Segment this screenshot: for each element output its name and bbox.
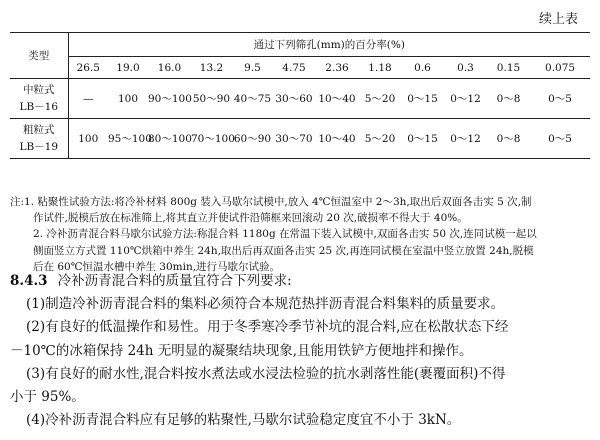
table-cell: 0～15 [407, 133, 438, 145]
mix-type-code: LB－16 [19, 100, 59, 113]
sieve-size: 16.0 [157, 61, 182, 74]
table-cell: 30～60 [275, 93, 313, 105]
table-cell: 100 [117, 92, 139, 105]
sieve-size: 4.75 [282, 61, 306, 74]
table-row [10, 119, 590, 159]
sieve-size: 0.075 [545, 61, 576, 74]
note-line: 作试件,脱模后放在标准筛上,将其直立并使试件沿筛框来回滚动 20 次,破损率不得大于 40%。 [33, 212, 468, 225]
table-cell: 0～5 [548, 93, 572, 105]
table-cell: 0～12 [450, 133, 481, 145]
requirement-line: (3)有良好的耐水性,混合料按水煮法或水浸法检验的抗水剥落性能(裹覆面积)不得 [26, 365, 506, 382]
table-cell: 100 [78, 132, 99, 145]
sieve-size: 13.2 [199, 61, 224, 74]
sieve-gradation-table [10, 32, 590, 159]
requirement-line: (2)有良好的低温操作和易性。用于冬季寒冷季节补坑的混合料,应在松散状态下经 [26, 319, 509, 336]
sieve-size: 0.6 [414, 61, 431, 74]
sieve-size: 0.3 [457, 61, 474, 74]
table-cell: 0～8 [496, 93, 521, 105]
requirement-line: (4)冷补沥青混合料应有足够的粘聚性,马歇尔试验稳定度宜不小于 3kN。 [26, 412, 461, 429]
table-cell: 5～20 [364, 133, 396, 145]
sieve-size: 2.36 [325, 61, 349, 74]
table-cell: 30～70 [275, 133, 313, 145]
table-cell: 80～100 [148, 133, 192, 145]
table-cell: 0～12 [450, 93, 481, 105]
table-continued-caption: 续上表 [538, 12, 578, 27]
requirement-line: 小于 95%。 [10, 389, 85, 406]
table-cell: 0～15 [407, 93, 438, 105]
type-column-header: 类型 [10, 33, 68, 79]
mix-type-code: LB－19 [19, 140, 59, 153]
sieve-size-row [10, 57, 590, 79]
table-cell: — [83, 92, 94, 105]
table-row [10, 79, 590, 119]
section-title: 冷补沥青混合料的质量宜符合下列要求: [57, 273, 292, 289]
mix-type-name: 中粒式 [23, 83, 55, 96]
note-line: 侧面竖立方式置 110℃烘箱中养生 24h,取出后再双面各击实 25 次,再连同试模在室温中竖立放置 24h,脱模 [33, 244, 534, 257]
table-cell: 5～20 [364, 93, 396, 105]
table-cell: 10～40 [318, 133, 356, 145]
note-line: 后在 60℃恒温水槽中养生 30min,进行马歇尔试验。 [33, 260, 281, 273]
sieve-size: 9.5 [244, 61, 261, 74]
sieve-size: 26.5 [76, 61, 100, 74]
table-cell: 10～40 [318, 93, 356, 105]
table-header-row [10, 33, 590, 57]
table-cell: 40～75 [233, 93, 272, 105]
table-cell: 0～8 [496, 133, 521, 145]
passing-percentage-header: 通过下列筛孔(mm)的百分率(%) [68, 33, 590, 57]
table-notes [10, 194, 590, 275]
sieve-size: 1.18 [368, 61, 392, 74]
section-heading [10, 270, 590, 293]
table-cell: 95～100 [108, 133, 152, 145]
note-line: 注:1. 粘聚性试验方法:将冷补材料 800g 装入马歇尔试模中,放入 4℃恒温室中 2～3h,取出后双面各击实 5 次,制 [10, 196, 532, 208]
mix-type-cell [10, 79, 68, 119]
requirement-line: (1)制造冷补沥青混合料的集料必须符合本规范热拌沥青混合料集料的质量要求。 [26, 296, 505, 313]
requirement-line: －10℃的冰箱保持 24h 无明显的凝聚结块现象,且能用铁铲方便地拌和操作。 [10, 342, 473, 359]
table-cell: 60～90 [233, 133, 272, 145]
note-line: 2. 冷补沥青混合料马歇尔试验方法:称混合料 1180g 在常温下装入试模中,双面各击实 50 次,连同试模一起以 [33, 228, 537, 241]
table-cell: 90～100 [148, 93, 192, 105]
table-cell: 0～5 [548, 133, 572, 145]
table-cell: 50～90 [192, 93, 231, 105]
mix-type-name: 粗粒式 [23, 123, 55, 136]
mix-type-cell [10, 119, 68, 159]
sieve-size: 0.15 [496, 61, 521, 74]
section-number: 8.4.3 [10, 273, 48, 289]
sieve-size: 19.0 [116, 61, 140, 74]
table-cell: 70～100 [191, 133, 235, 145]
section-8-4-3 [10, 270, 590, 432]
